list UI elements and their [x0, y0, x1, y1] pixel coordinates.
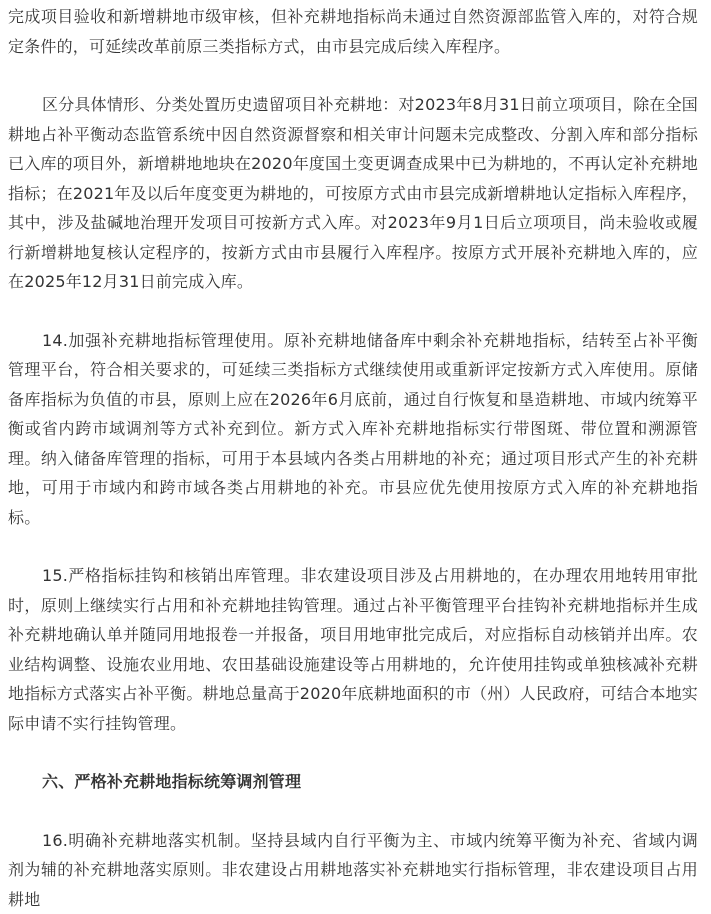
paragraph-historical-projects: 区分具体情形、分类处置历史遗留项目补充耕地：对2023年8月31日前立项项目，除在全国耕地占补平衡动态监管系统中因自然资源督察和相关审计问题未完成整改、分割入库和部分指标已入库的项目外，新增耕地地块在2020年度国土变更调查成果中已为耕地的，不再认定补充耕地指标；在2021年及以后年度变更为耕地的，可按原方式由市县完成新增耕地认定指标入库程序，其中，涉及盐碱地治理开发项目可按新方式入库。对2023年9月1日后立项项目，尚未验收或履行新增耕地复核认定程序的，按新方式由市县履行入库程序。按原方式开展补充耕地入库的，应在2025年12月31日前完成入库。 — [8, 90, 698, 297]
paragraph-item-15: 15.严格指标挂钩和核销出库管理。非农建设项目涉及占用耕地的，在办理农用地转用审批时，原则上继续实行占用和补充耕地挂钩管理。通过占补平衡管理平台挂钩补充耕地指标并生成补充耕地确认单并随同用地报卷一并报备，项目用地审批完成后，对应指标自动核销并出库。农业结构调整、设施农业用地、农田基础设施建设等占用耕地的，允许使用挂钩或单独核减补充耕地指标方式落实占补平衡。耕地总量高于2020年底耕地面积的市（州）人民政府，可结合本地实际申请不实行挂钩管理。 — [8, 561, 698, 738]
paragraph-gap — [8, 532, 698, 561]
paragraph-gap — [8, 61, 698, 90]
paragraph-continuation: 完成项目验收和新增耕地市级审核，但补充耕地指标尚未通过自然资源部监管入库的，对符合规定条件的，可延续改革前原三类指标方式，由市县完成后续入库程序。 — [8, 2, 698, 61]
paragraph-gap — [8, 297, 698, 326]
article-body — [8, 2, 698, 914]
paragraph-item-16: 16.明确补充耕地落实机制。坚持县域内自行平衡为主、市域内统筹平衡为补充、省域内调剂为辅的补充耕地落实原则。非农建设占用耕地落实补充耕地实行指标管理，非农建设项目占用耕地 — [8, 826, 698, 914]
section-heading-6: 六、严格补充耕地指标统筹调剂管理 — [8, 767, 698, 797]
paragraph-gap — [8, 797, 698, 826]
paragraph-gap — [8, 738, 698, 767]
paragraph-item-14: 14.加强补充耕地指标管理使用。原补充耕地储备库中剩余补充耕地指标，结转至占补平衡管理平台，符合相关要求的，可延续三类指标方式继续使用或重新评定按新方式入库使用。原储备库指标为负值的市县，原则上应在2026年6月底前，通过自行恢复和垦造耕地、市域内统筹平衡或省内跨市域调剂等方式补充到位。新方式入库补充耕地指标实行带图斑、带位置和溯源管理。纳入储备库管理的指标，可用于本县域内各类占用耕地的补充；通过项目形式产生的补充耕地，可用于市域内和跨市域各类占用耕地的补充。市县应优先使用按原方式入库的补充耕地指标。 — [8, 326, 698, 533]
